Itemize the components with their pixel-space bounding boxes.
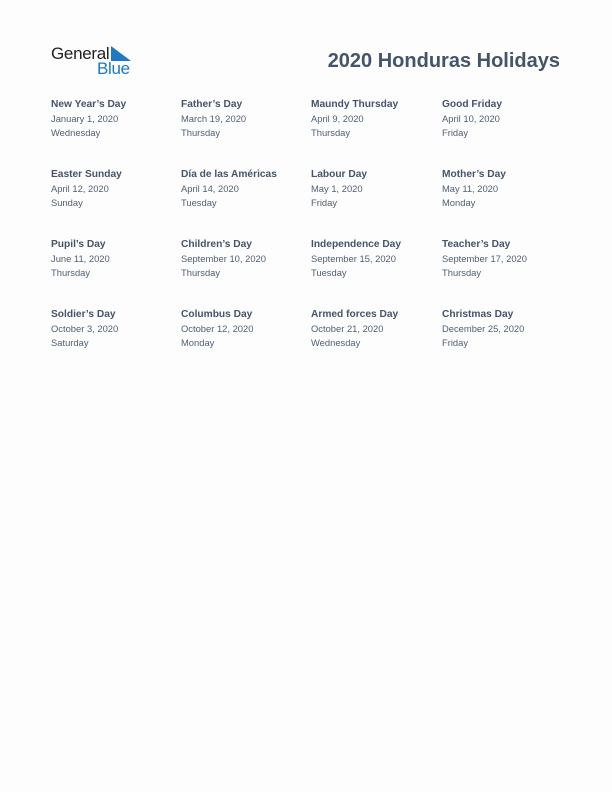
holiday-date: May 11, 2020 xyxy=(442,183,499,194)
holiday-date: April 12, 2020 xyxy=(51,183,109,194)
holiday-weekday: Tuesday xyxy=(181,196,217,208)
holiday-name: Mother’s Day xyxy=(442,169,506,180)
page-title: 2020 Honduras Holidays xyxy=(327,50,560,72)
holiday-date: September 17, 2020 xyxy=(442,253,527,264)
holiday-weekday: Monday xyxy=(181,336,215,348)
holiday-name: Father’s Day xyxy=(181,99,243,110)
holiday-name: Soldier’s Day xyxy=(51,309,116,320)
holiday-weekday: Friday xyxy=(442,126,469,138)
holiday-item xyxy=(442,238,571,308)
logo-word-general: General xyxy=(51,44,110,63)
holiday-weekday: Monday xyxy=(442,196,476,208)
holiday-date: October 21, 2020 xyxy=(311,323,384,334)
holiday-item xyxy=(311,308,442,378)
holiday-name: Christmas Day xyxy=(442,309,514,320)
holiday-date: May 1, 2020 xyxy=(311,183,363,194)
holiday-item xyxy=(442,168,571,238)
holiday-weekday: Tuesday xyxy=(311,266,347,278)
holiday-name: New Year’s Day xyxy=(51,99,127,110)
holiday-name: Children’s Day xyxy=(181,239,252,250)
holiday-date: December 25, 2020 xyxy=(442,323,525,334)
holiday-name: Día de las Américas xyxy=(181,169,277,180)
holiday-item xyxy=(181,168,311,238)
holiday-name: Labour Day xyxy=(311,169,368,180)
holiday-name: Teacher’s Day xyxy=(442,239,511,250)
holiday-item xyxy=(181,308,311,378)
holiday-name: Pupil’s Day xyxy=(51,239,106,250)
holiday-weekday: Wednesday xyxy=(311,336,361,348)
holiday-item xyxy=(51,308,181,378)
holiday-date: September 10, 2020 xyxy=(181,253,266,264)
holiday-item xyxy=(51,98,181,168)
holiday-item xyxy=(51,168,181,238)
holiday-date: January 1, 2020 xyxy=(51,113,119,124)
holiday-name: Good Friday xyxy=(442,99,502,110)
holiday-item xyxy=(311,238,442,308)
holiday-date: September 15, 2020 xyxy=(311,253,396,264)
holiday-item xyxy=(442,98,571,168)
generalblue-logo xyxy=(51,44,141,78)
holiday-item xyxy=(51,238,181,308)
holiday-weekday: Friday xyxy=(442,336,469,348)
holiday-weekday: Friday xyxy=(311,196,338,208)
holiday-weekday: Sunday xyxy=(51,196,83,208)
holiday-grid xyxy=(51,98,571,378)
holiday-date: June 11, 2020 xyxy=(51,253,110,264)
holiday-weekday: Thursday xyxy=(51,266,91,278)
holiday-weekday: Thursday xyxy=(181,266,221,278)
holiday-item xyxy=(181,238,311,308)
holiday-weekday: Wednesday xyxy=(51,126,101,138)
holiday-name: Maundy Thursday xyxy=(311,99,399,110)
holiday-weekday: Saturday xyxy=(51,336,89,348)
holiday-date: April 14, 2020 xyxy=(181,183,239,194)
holiday-date: March 19, 2020 xyxy=(181,113,247,124)
holiday-date: April 10, 2020 xyxy=(442,113,500,124)
holiday-weekday: Thursday xyxy=(442,266,482,278)
holiday-name: Easter Sunday xyxy=(51,169,122,180)
holiday-date: October 12, 2020 xyxy=(181,323,254,334)
holiday-name: Columbus Day xyxy=(181,309,253,320)
holiday-weekday: Thursday xyxy=(181,126,221,138)
holiday-name: Armed forces Day xyxy=(311,309,399,320)
holiday-weekday: Thursday xyxy=(311,126,351,138)
logo-word-blue: Blue xyxy=(97,59,130,78)
holiday-date: April 9, 2020 xyxy=(311,113,364,124)
holiday-date: October 3, 2020 xyxy=(51,323,119,334)
holiday-item xyxy=(311,98,442,168)
holiday-name: Independence Day xyxy=(311,239,402,250)
holiday-item xyxy=(181,98,311,168)
holiday-item xyxy=(311,168,442,238)
holiday-item xyxy=(442,308,571,378)
